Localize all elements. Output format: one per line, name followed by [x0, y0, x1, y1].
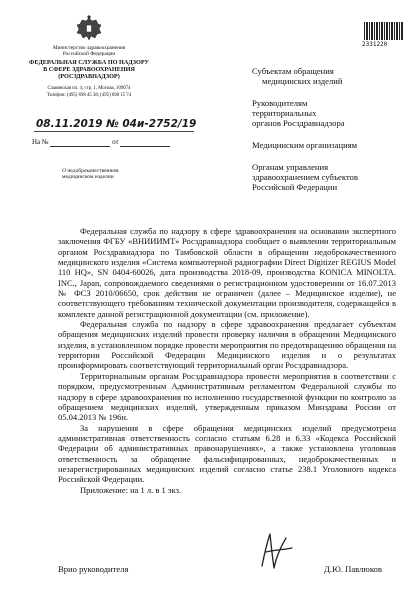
- recipient-line: медицинских изделий: [262, 76, 343, 86]
- recipient-line: здравоохранением субъектов: [252, 172, 358, 182]
- phone-line: Телефон: (495) 698 45 38; (495) 698 15 74: [46, 92, 132, 98]
- ref-from-label: от: [112, 138, 119, 146]
- recipient-line: Медицинским организациям: [252, 140, 358, 150]
- recipient-line: органов Росздравнадзора: [252, 118, 345, 128]
- subject: [62, 168, 182, 181]
- agency-line: (РОСЗДРАВНАДЗОР): [58, 73, 120, 80]
- signature-title: Врио руководителя: [58, 564, 129, 574]
- recipient-line: Субъектам обращения: [252, 66, 334, 76]
- ref-label: На №: [32, 138, 49, 146]
- recipient-group: [252, 98, 402, 128]
- reference-underline: [34, 131, 194, 132]
- ref-line: [32, 138, 170, 147]
- agency-line: ФЕДЕРАЛЬНАЯ СЛУЖБА ПО НАДЗОРУ: [29, 58, 149, 66]
- document-number: 2331220: [362, 41, 388, 48]
- signature-name: Д.Ю. Павлюков: [324, 564, 382, 574]
- recipient-line: территориальных: [252, 108, 317, 118]
- ref-date-blank: [120, 138, 170, 147]
- subject-line: О недоброкачественном: [62, 168, 119, 174]
- attachment-line: Приложение: на 1 л. в 1 экз.: [80, 484, 182, 495]
- letter-body: [58, 226, 396, 495]
- recipients-block: [252, 66, 402, 192]
- address-line: Славянская пл. 4, стр. 1, Москва, 109074: [47, 86, 131, 92]
- recipient-group: [252, 162, 402, 192]
- handwritten-reference: 08.11.2019 № 04и-2752/19: [36, 118, 197, 130]
- handwritten-signature: [256, 528, 296, 572]
- recipient-line: Руководителям: [252, 98, 308, 108]
- paragraph: Федеральная служба по надзору в сфере здравоохранения на основании экспертного заключения ФГБУ «ВНИИИМТ» Росздравнадзора сообщает о выявлении территориальным органом Росздравнадзора по Тамбовской области в обращении недоброкачественного медицинского изделия «Система компьютерной радиографии Direct Digitizer REGIUS Model 110 HQ», SN 0404-60026, дата производства 2018-09, производства KONICA MINOLTA. INC., Japan, сопровождаемого сведениями о регистрационном удостоверении от 16.07.2013 № ФСЗ 2010/06650, срок действия не ограничен (далее – Медицинское изделие), не соответствующего требованиям технической документации производителя, содержащейся в комплекте данной регистрационной документации (см. приложение).: [58, 226, 396, 319]
- coat-of-arms-emblem: [74, 14, 104, 44]
- recipient-group: [252, 66, 402, 86]
- subject-line: медицинском изделии: [62, 174, 114, 181]
- recipient-line: Российской Федерации: [252, 182, 338, 192]
- ministry-line: Министерство здравоохранения: [52, 45, 126, 51]
- ministry-line: Российской Федерации: [62, 51, 116, 58]
- recipient-group: [252, 140, 402, 150]
- recipient-line: Органам управления: [252, 162, 329, 172]
- paragraph: За нарушения в сфере обращения медицинских изделий предусмотрена административная ответственность согласно статьям 6.28 и 6.33 «Кодекса Российской Федерации об административных правонарушениях», а также установлена уголовная ответственность за обращение фальсифицированных, недоброкачественных и незарегистрированных медицинских изделий согласно статье 238.1 Уголовного кодекса Российской Федерации.: [58, 422, 396, 485]
- barcode: [364, 22, 404, 40]
- agency-line: В СФЕРЕ ЗДРАВООХРАНЕНИЯ: [43, 65, 135, 73]
- paragraph: Федеральная служба по надзору в сфере здравоохранения предлагает субъектам обращения медицинских изделий провести проверку наличия в обращении Медицинского изделия, в установленном порядке провести мероприятия по предотвращению обращения на территории Российской Федерации Медицинского изделия и о результатах проинформировать соответствующий территориальный орган Росздравнадзора.: [58, 319, 396, 371]
- paragraph: Территориальным органам Росздравнадзора провести мероприятия в соответствии с порядком, предусмотренным Административным регламентом Федеральной службы по надзору в сфере здравоохранения по исполнению государственной функции по контролю за обращением медицинских изделий, утвержденным приказом Минздрава России от 05.04.2013 № 196н.: [58, 370, 396, 423]
- ref-number-blank: [50, 138, 110, 147]
- letterhead: [28, 45, 150, 99]
